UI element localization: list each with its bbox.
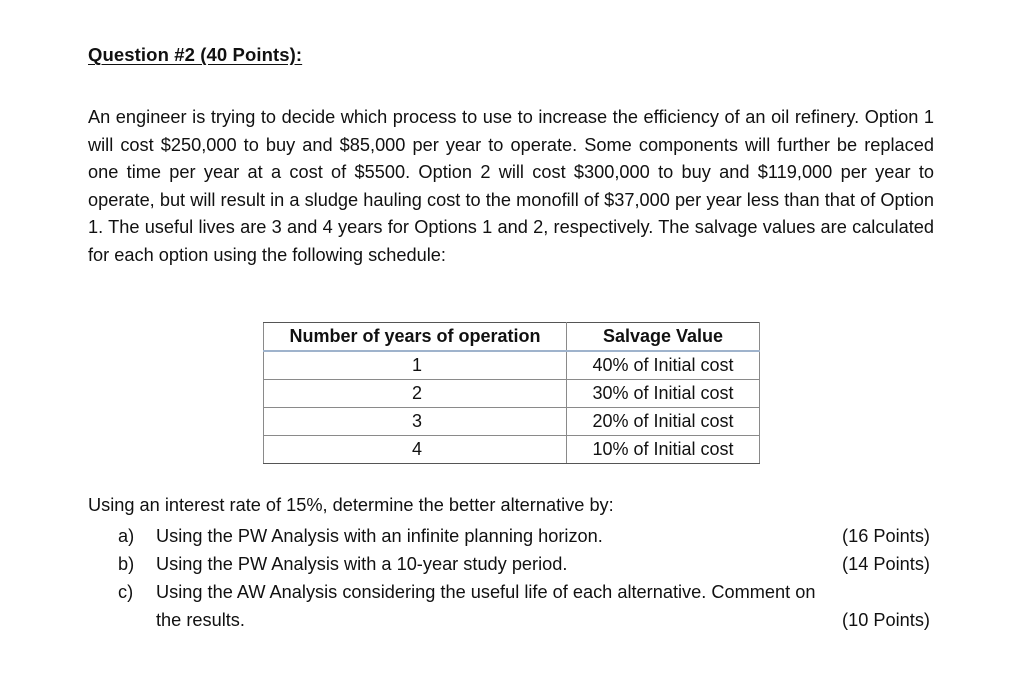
part-points: (16 Points) (842, 526, 930, 546)
list-item (118, 550, 930, 578)
table-row (264, 408, 760, 436)
part-points: (10 Points) (842, 610, 930, 630)
salvage-cell: 30% of Initial cost (567, 380, 760, 408)
years-cell: 2 (264, 380, 567, 408)
part-letter: a) (118, 526, 135, 546)
years-cell: 1 (264, 351, 567, 380)
part-letter: c) (118, 582, 134, 602)
years-cell: 3 (264, 408, 567, 436)
part-text: Using the AW Analysis considering the useful life of each alternative. Comment on (156, 582, 816, 602)
problem-statement: An engineer is trying to decide which process to use to increase the efficiency of an oil refinery. Option 1 will cost $250,000 to buy and $85,000 per year to operate. Some components will further be replaced one time per year at a cost of $5500. Option 2 will cost $300,000 to buy and $119,000 per year to operate, but will result in a sludge hauling cost to the monofill of $37,000 per year less than that of Option 1. The useful lives are 3 and 4 years for Options 1 and 2, respectively. The salvage values are calculated for each option using the following schedule: (88, 107, 934, 265)
salvage-cell: 20% of Initial cost (567, 408, 760, 436)
salvage-cell: 10% of Initial cost (567, 436, 760, 464)
part-points: (14 Points) (842, 554, 930, 574)
years-cell: 4 (264, 436, 567, 464)
table-row (264, 380, 760, 408)
part-text: Using the PW Analysis with an infinite planning horizon. (156, 526, 603, 546)
salvage-schedule-table (263, 322, 760, 464)
table-header-row (264, 323, 760, 352)
table-row (264, 436, 760, 464)
list-item (118, 578, 930, 634)
part-letter: b) (118, 554, 135, 574)
list-item (118, 522, 930, 550)
task-parts-list (118, 522, 930, 634)
table-row (264, 351, 760, 380)
years-column-header: Number of years of operation (264, 323, 567, 352)
part-text: Using the PW Analysis with a 10-year study period. (156, 554, 568, 574)
salvage-cell: 40% of Initial cost (567, 351, 760, 380)
question-heading: Question #2 (40 Points): (88, 44, 303, 65)
part-text-continued: the results. (156, 610, 245, 630)
task-instruction: Using an interest rate of 15%, determine the better alternative by: (88, 495, 614, 515)
salvage-column-header: Salvage Value (567, 323, 760, 352)
